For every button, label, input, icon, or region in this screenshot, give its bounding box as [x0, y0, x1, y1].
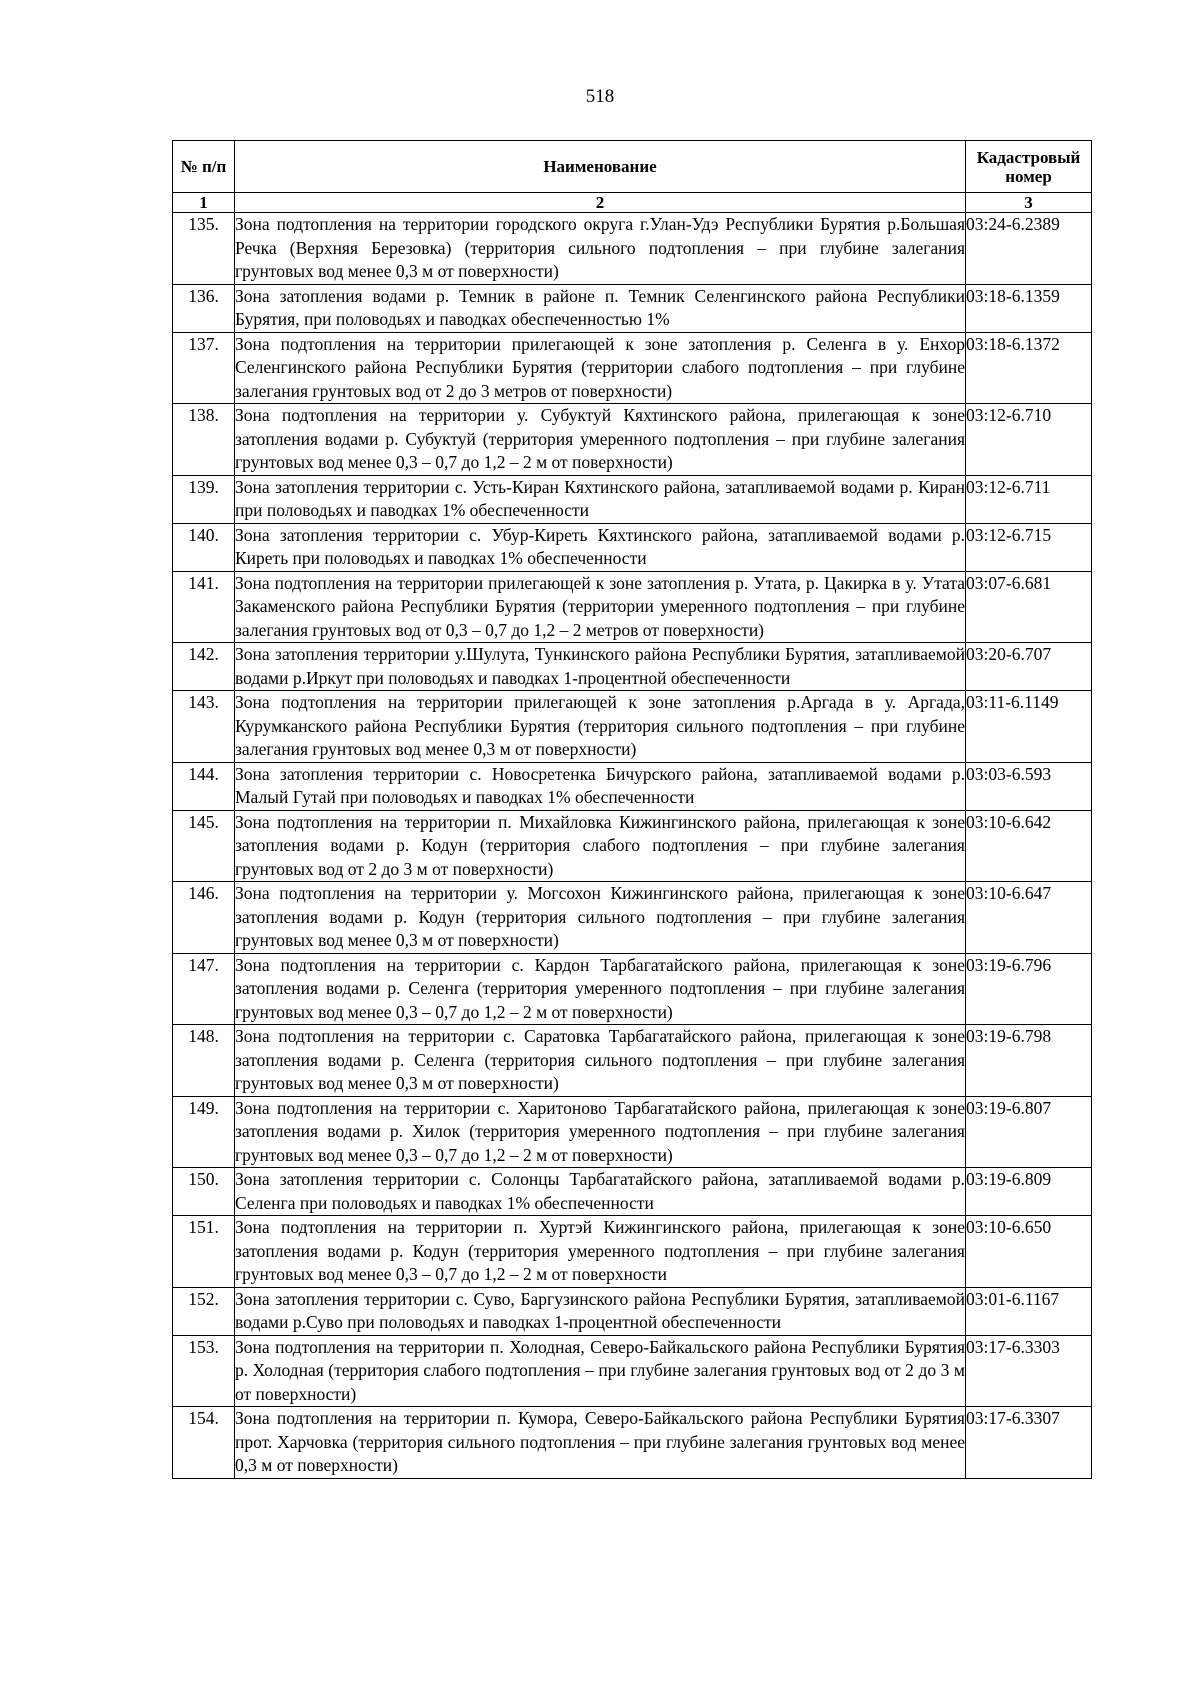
zone-name: Зона затопления территории с. Усть-Киран Кяхтинского района, затапливаемой водами р. Киран при половодьях и паводках 1% обеспеченности	[235, 475, 966, 523]
cadastral-number: 03:24-6.2389	[966, 213, 1092, 285]
table-row	[173, 691, 1092, 763]
column-number-2: 2	[235, 193, 966, 213]
row-number: 153.	[173, 1335, 235, 1407]
zone-name: Зона подтопления на территории п. Михайловка Кижингинского района, прилегающая к зоне затопления водами р. Кодун (территория слабого подтопления – при глубине залегания грунтовых вод от 2 до 3 м от поверхности)	[235, 810, 966, 882]
cadastral-number: 03:11-6.1149	[966, 691, 1092, 763]
row-number: 148.	[173, 1025, 235, 1097]
table-row	[173, 953, 1092, 1025]
table-row	[173, 523, 1092, 571]
zone-name: Зона подтопления на территории п. Кумора, Северо-Байкальского района Республики Бурятия прот. Харчовка (территория сильного подтопления – при глубине залегания грунтовых вод менее 0,3 м от поверхности)	[235, 1407, 966, 1479]
cadastral-number: 03:18-6.1372	[966, 332, 1092, 404]
zone-name: Зона подтопления на территории прилегающей к зоне затопления р. Утата, р. Цакирка в у. Утата Закаменского района Республики Бурятия (территории умеренного подтопления – при глубине залегания грунтовых вод от 0,3 – 0,7 до 1,2 – 2 метров от поверхности)	[235, 571, 966, 643]
cadastral-number: 03:19-6.798	[966, 1025, 1092, 1097]
cadastral-number: 03:07-6.681	[966, 571, 1092, 643]
table-row	[173, 810, 1092, 882]
zone-name: Зона подтопления на территории с. Харитоново Тарбагатайского района, прилегающая к зоне затопления водами р. Хилок (территория умеренного подтопления – при глубине залегания грунтовых вод менее 0,3 – 0,7 до 1,2 – 2 м от поверхности)	[235, 1096, 966, 1168]
zone-name: Зона затопления территории с. Убур-Киреть Кяхтинского района, затапливаемой водами р. Киреть при половодьях и паводках 1% обеспеченности	[235, 523, 966, 571]
table-body	[173, 213, 1092, 1479]
zone-name: Зона затопления территории с. Солонцы Тарбагатайского района, затапливаемой водами р. Селенга при половодьях и паводках 1% обеспеченности	[235, 1168, 966, 1216]
table-row	[173, 284, 1092, 332]
row-number: 149.	[173, 1096, 235, 1168]
page-number: 518	[585, 86, 615, 107]
cadastral-number: 03:10-6.642	[966, 810, 1092, 882]
row-number: 144.	[173, 762, 235, 810]
cadastral-number: 03:12-6.710	[966, 404, 1092, 476]
table-row	[173, 332, 1092, 404]
zone-name: Зона подтопления на территории у. Субуктуй Кяхтинского района, прилегающая к зоне затопления водами р. Субуктуй (территория умеренного подтопления – при глубине залегания грунтовых вод менее 0,3 – 0,7 до 1,2 – 2 м от поверхности)	[235, 404, 966, 476]
row-number: 137.	[173, 332, 235, 404]
row-number: 143.	[173, 691, 235, 763]
zone-name: Зона затопления территории у.Шулута, Тункинского района Республики Бурятия, затапливаемой водами р.Иркут при половодьях и паводках 1-процентной обеспеченности	[235, 643, 966, 691]
table-header-row	[173, 141, 1092, 193]
zone-name: Зона подтопления на территории прилегающей к зоне затопления р. Селенга в у. Енхор Селенгинского района Республики Бурятия (территории слабого подтопления – при глубине залегания грунтовых вод от 2 до 3 метров от поверхности)	[235, 332, 966, 404]
column-number-1: 1	[173, 193, 235, 213]
cadastral-number: 03:19-6.807	[966, 1096, 1092, 1168]
row-number: 147.	[173, 953, 235, 1025]
column-number-3: 3	[966, 193, 1092, 213]
row-number: 145.	[173, 810, 235, 882]
zone-name: Зона подтопления на территории п. Хуртэй Кижингинского района, прилегающая к зоне затопления водами р. Кодун (территория умеренного подтопления – при глубине залегания грунтовых вод менее 0,3 – 0,7 до 1,2 – 2 м от поверхности	[235, 1216, 966, 1288]
zone-name: Зона подтопления на территории прилегающей к зоне затопления р.Аргада в у. Аргада, Курумканского района Республики Бурятия (территория сильного подтопления – при глубине залегания грунтовых вод менее 0,3 м от поверхности)	[235, 691, 966, 763]
table-row	[173, 643, 1092, 691]
row-number: 140.	[173, 523, 235, 571]
zone-name: Зона затопления территории с. Новосретенка Бичурского района, затапливаемой водами р. Малый Гутай при половодьях и паводках 1% обеспеченности	[235, 762, 966, 810]
cadastral-number: 03:10-6.647	[966, 882, 1092, 954]
cadastral-number: 03:12-6.715	[966, 523, 1092, 571]
zones-table	[172, 140, 1092, 1479]
cadastral-number: 03:19-6.796	[966, 953, 1092, 1025]
zone-name: Зона подтопления на территории с. Саратовка Тарбагатайского района, прилегающая к зоне затопления водами р. Селенга (территория сильного подтопления – при глубине залегания грунтовых вод менее 0,3 м от поверхности)	[235, 1025, 966, 1097]
zone-name: Зона подтопления на территории у. Могсохон Кижингинского района, прилегающая к зоне затопления водами р. Кодун (территория сильного подтопления – при глубине залегания грунтовых вод менее 0,3 м от поверхности)	[235, 882, 966, 954]
table-row	[173, 1096, 1092, 1168]
table-row	[173, 1287, 1092, 1335]
table-row	[173, 571, 1092, 643]
cadastral-number: 03:17-6.3307	[966, 1407, 1092, 1479]
row-number: 141.	[173, 571, 235, 643]
zone-name: Зона подтопления на территории городского округа г.Улан-Удэ Республики Бурятия р.Большая Речка (Верхняя Березовка) (территория сильного подтопления – при глубине залегания грунтовых вод менее 0,3 м от поверхности)	[235, 213, 966, 285]
table-row	[173, 882, 1092, 954]
zone-name: Зона затопления водами р. Темник в районе п. Темник Селенгинского района Республики Бурятия, при половодьях и паводках обеспеченностью 1%	[235, 284, 966, 332]
header-name: Наименование	[235, 141, 966, 193]
row-number: 138.	[173, 404, 235, 476]
cadastral-number: 03:18-6.1359	[966, 284, 1092, 332]
cadastral-number: 03:10-6.650	[966, 1216, 1092, 1288]
row-number: 152.	[173, 1287, 235, 1335]
zone-name: Зона подтопления на территории п. Холодная, Северо-Байкальского района Республики Бурятия р. Холодная (территория слабого подтопления – при глубине залегания грунтовых вод от 2 до 3 м от поверхности)	[235, 1335, 966, 1407]
cadastral-number: 03:03-6.593	[966, 762, 1092, 810]
header-cadastral: Кадастровый номер	[966, 141, 1092, 193]
row-number: 142.	[173, 643, 235, 691]
row-number: 146.	[173, 882, 235, 954]
cadastral-number: 03:01-6.1167	[966, 1287, 1092, 1335]
row-number: 135.	[173, 213, 235, 285]
cadastral-number: 03:12-6.711	[966, 475, 1092, 523]
row-number: 154.	[173, 1407, 235, 1479]
cadastral-number: 03:20-6.707	[966, 643, 1092, 691]
table-row	[173, 1025, 1092, 1097]
table-row	[173, 404, 1092, 476]
row-number: 136.	[173, 284, 235, 332]
column-numbers-row	[173, 193, 1092, 213]
row-number: 151.	[173, 1216, 235, 1288]
table-row	[173, 1168, 1092, 1216]
table-row	[173, 762, 1092, 810]
cadastral-number: 03:19-6.809	[966, 1168, 1092, 1216]
header-number: № п/п	[173, 141, 235, 193]
table-row	[173, 213, 1092, 285]
zone-name: Зона затопления территории с. Суво, Баргузинского района Республики Бурятия, затапливаемой водами р.Суво при половодьях и паводках 1-процентной обеспеченности	[235, 1287, 966, 1335]
table-row	[173, 1335, 1092, 1407]
row-number: 139.	[173, 475, 235, 523]
zone-name: Зона подтопления на территории с. Кардон Тарбагатайского района, прилегающая к зоне затопления водами р. Селенга (территория умеренного подтопления – при глубине залегания грунтовых вод менее 0,3 – 0,7 до 1,2 – 2 м от поверхности)	[235, 953, 966, 1025]
cadastral-number: 03:17-6.3303	[966, 1335, 1092, 1407]
table-row	[173, 1407, 1092, 1479]
table-row	[173, 1216, 1092, 1288]
row-number: 150.	[173, 1168, 235, 1216]
table-row	[173, 475, 1092, 523]
